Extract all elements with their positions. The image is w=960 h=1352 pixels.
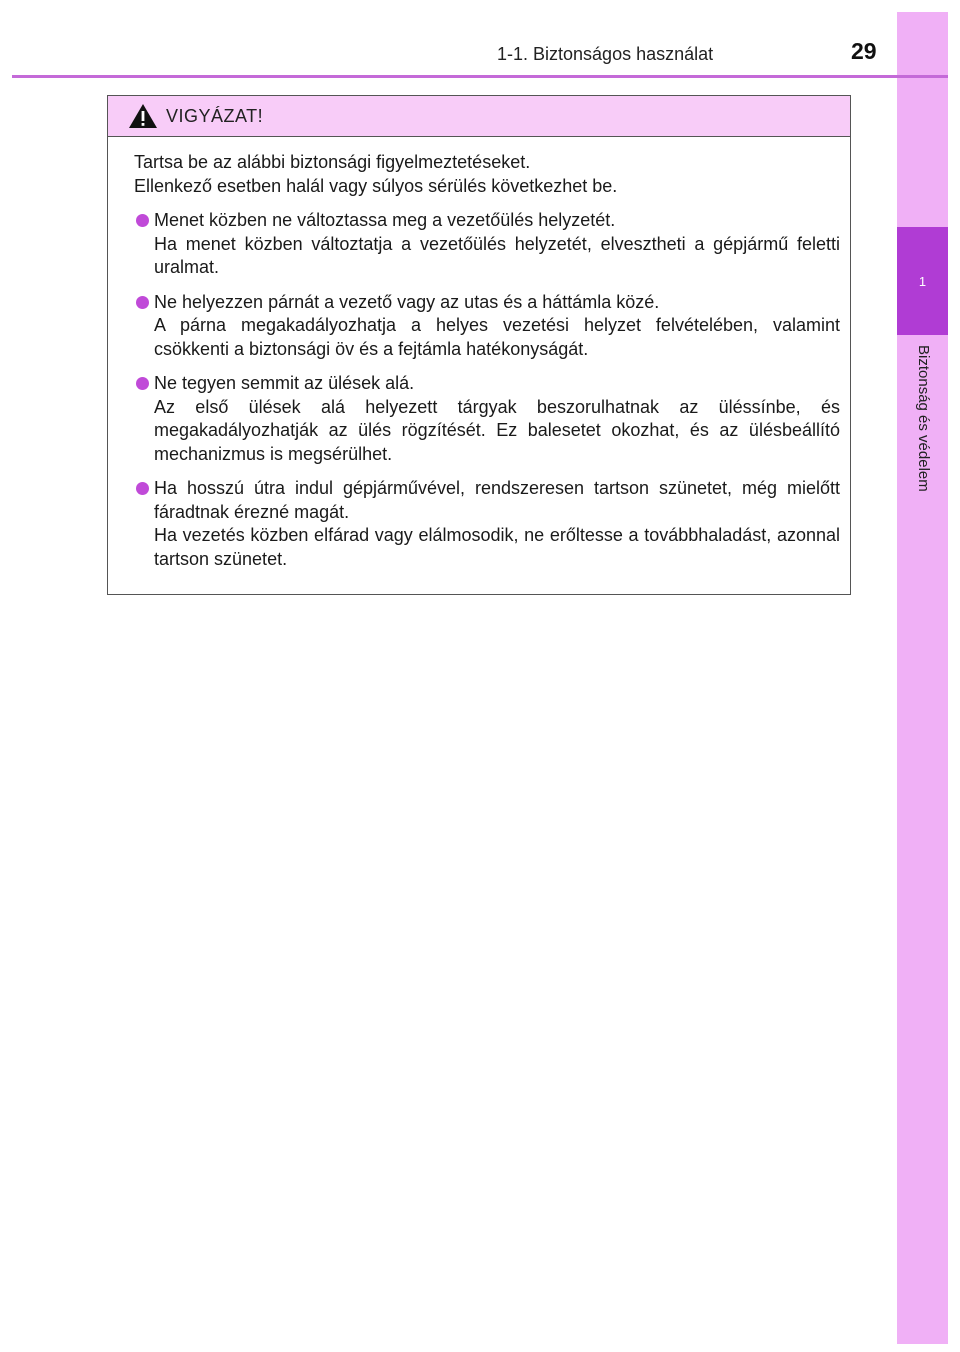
warning-box — [107, 95, 851, 595]
bullet-icon — [136, 482, 149, 495]
page-number: 29 — [851, 38, 877, 64]
warning-triangle-icon — [128, 103, 158, 129]
warning-item-detail: Az első ülések alá helyezett tárgyak beszorulhatnak az üléssínbe, és megakadályozhatják az ülés rögzítését. Ez balesetet okozhat, és az ülésbeállító mechanizmus is megsérülhet. — [154, 396, 840, 464]
warning-item-lead: Ha hosszú útra indul gépjárművével, rendszeresen tartson szünetet, még mielőtt fáradtnak érezné magát. — [154, 478, 840, 522]
warning-item-detail: A párna megakadályozhatja a helyes vezetési helyzet felvételében, valamint csökkenti a biztonsági öv és a fejtámla hatékonyságát. — [154, 315, 840, 359]
warning-item-lead: Menet közben ne változtassa meg a vezetőülés helyzetét. — [154, 210, 616, 230]
bullet-icon — [136, 377, 149, 390]
header-divider — [12, 75, 948, 78]
intro-line: Tartsa be az alábbi biztonsági figyelmeztetéseket. — [134, 152, 531, 172]
warning-item — [134, 372, 840, 466]
warning-body — [108, 137, 850, 571]
chapter-number-tab — [897, 227, 948, 335]
chapter-title-tab — [897, 345, 948, 565]
warning-item — [134, 477, 840, 571]
warning-item-lead: Ne tegyen semmit az ülések alá. — [154, 373, 415, 393]
warning-header — [108, 96, 850, 137]
warning-intro — [134, 151, 840, 198]
chapter-title: Biztonság és védelem — [914, 345, 932, 492]
warning-title: VIGYÁZAT! — [166, 105, 264, 126]
warning-item — [134, 209, 840, 280]
bullet-icon — [136, 214, 149, 227]
intro-line: Ellenkező esetben halál vagy súlyos sérülés következhet be. — [134, 175, 618, 196]
chapter-number: 1 — [918, 273, 927, 289]
warning-item-detail: Ha menet közben változtatja a vezetőülés helyzetét, elvesztheti a gépjármű feletti uralmat. — [154, 233, 840, 277]
bullet-icon — [136, 296, 149, 309]
warning-item-detail: Ha vezetés közben elfárad vagy elálmosodik, ne erőltesse a továbbhaladást, azonnal tartson szünetet. — [154, 525, 840, 569]
warning-item-lead: Ne helyezzen párnát a vezető vagy az utas és a háttámla közé. — [154, 291, 660, 312]
running-head: 1-1. Biztonságos használat — [497, 44, 714, 64]
warning-item — [134, 291, 840, 362]
chapter-side-tab — [897, 12, 948, 1344]
